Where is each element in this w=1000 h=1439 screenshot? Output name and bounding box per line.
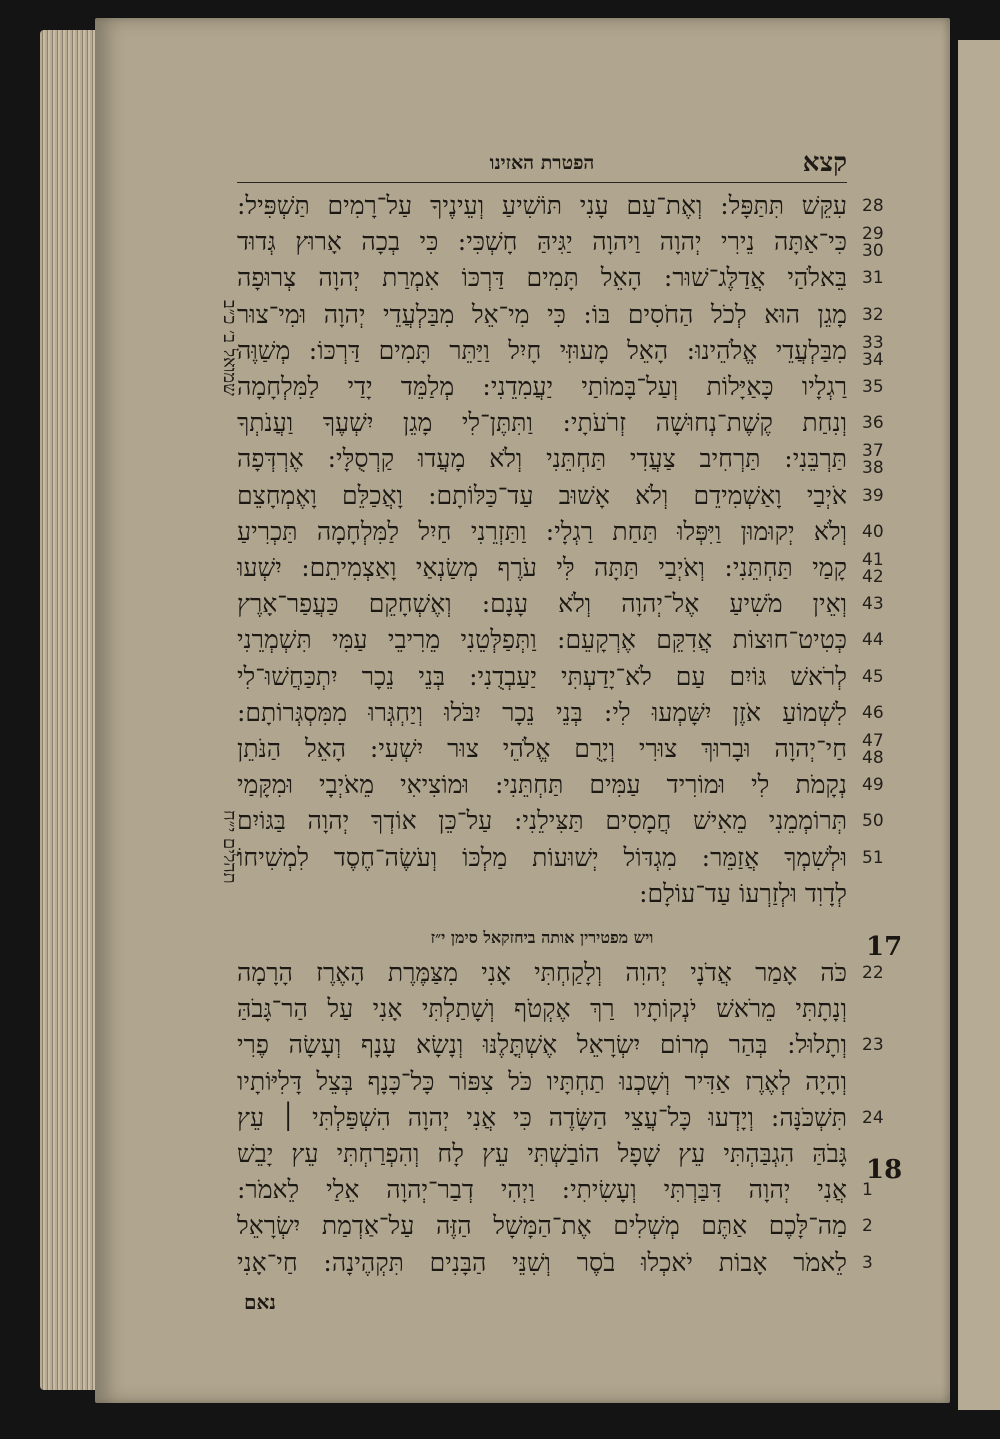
verse-number: 43 xyxy=(862,594,884,615)
verse-number: 45 xyxy=(862,666,884,687)
text-line: בֵּאלֹהַי אֲדַלֶּג־שׁוּר: הָאֵל תָּמִים דַּרְכּוֹ אִמְרַת יְהוָה צְרוּפָה xyxy=(237,263,847,293)
text-line: אֲנִי יְהוָה דִּבַּרְתִּי וְעָשִׂיתִי: וַיְהִי דְבַר־יְהוָה אֵלַי לֵאמֹר: xyxy=(237,1175,847,1205)
verse-numbers xyxy=(862,304,912,325)
verse-number: 41 xyxy=(862,550,884,570)
book-page-edges xyxy=(40,30,100,1390)
verse-numbers xyxy=(862,596,912,613)
verse-number: 30 xyxy=(862,241,884,262)
margin-reference-2: תהלים י״ח xyxy=(219,810,240,884)
text-line: כְּטִיט־חוּצוֹת אֲדִקֵּם אֶרְקָעֵם: וַתְּפַלְּטֵנִי מֵרִיבֵי עַמִּי תִּשְׁמְרֵנִי xyxy=(237,625,847,655)
verse-numbers xyxy=(862,521,912,542)
text-line: רַגְלָיו כָּאַיָּלוֹת וְעַל־בָּמוֹתַי יַעֲמִדֵנִי: מְלַמֵּד יָדַי לַמִּלְחָמָה xyxy=(237,372,847,401)
verse-number: 40 xyxy=(862,521,884,542)
verse-number: 48 xyxy=(862,748,884,768)
text-line: אֹיְבַי וָאַשְׁמִידֵם וְלֹא אָשׁוּב עַד־כַּלּוֹתָם: וָאֲכַלֵּם וָאֶמְחָצֵם xyxy=(237,480,847,510)
text-line: לְרֹאשׁ גּוֹיִם עַם לֹא־יָדַעְתִּי יַעַבְדֻנִי: בְּנֵי נֵכָר יִתְכַּחֲשׁוּ־לִי xyxy=(237,661,847,691)
text-line: תַּרְבֵּנִי: תַּרְחִיב צַעֲדִי תַּחְתֵּנִי וְלֹא מָעֲדוּ קַרְסֻלָּי: אֶרְדְּפָה xyxy=(237,444,847,474)
verse-number: 46 xyxy=(862,702,884,723)
verse-number: 35 xyxy=(862,377,884,397)
text-line: וְאֵין מֹשִׁיעַ אֶל־יְהוָה וְלֹא עָנָם: וְאֶשְׁחָקֵם כַּעֲפַר־אָרֶץ xyxy=(237,589,847,619)
verse-numbers xyxy=(862,777,912,794)
verse-numbers xyxy=(862,733,912,767)
verse-number: 51 xyxy=(862,847,884,868)
text-line: מָגֵן הוּא לְכֹל הַחֹסִים בּוֹ: כִּי מִי־אֵל מִבַּלְעֲדֵי יְהוָה וּמִי־צוּר xyxy=(237,299,847,329)
verse-numbers xyxy=(862,443,912,477)
verse-number: 1 xyxy=(862,1180,873,1201)
verse-numbers xyxy=(862,485,912,506)
haftarah-note: ויש מפטירין אותה ביחזקאל סימן י״ז xyxy=(430,928,654,947)
text-line: נְקָמֹת לִי וּמוֹרִיד עַמִּים תַּחְתֵּנִי: וּמוֹצִיאִי מֵאֹיְבָי וּמִקָּמַי xyxy=(237,770,847,800)
text-line: כִּי־אַתָּה נֵירִי יְהוָה וַיהוָה יַגִּיהַּ חָשְׁכִּי: כִּי בְכָה אָרוּץ גְּדוּד xyxy=(237,227,847,257)
margin-reference-1: שמואל ב׳ כ״ב xyxy=(219,300,240,396)
verse-numbers xyxy=(862,666,912,687)
text-line: לֵאמֹר אָבוֹת יֹאכְלוּ בֹסֶר וְשִׁנֵּי הַבָּנִים תִּקְהֶינָה: חַי־אָנִי xyxy=(237,1247,847,1277)
text-line: וְנָתָתִּי מֵרֹאשׁ יֹנְקוֹתָיו רַךְ אֶקְטֹף וְשָׁתַלְתִּי אָנִי עַל הַר־גָּבֹהַּ xyxy=(237,994,847,1024)
page-number: קצא xyxy=(802,148,847,178)
verse-numbers xyxy=(862,965,912,982)
verse-number: 39 xyxy=(862,485,884,506)
text-line: תִּשְׁכֹּנָּה: וְיָדְעוּ כָּל־עֲצֵי הַשָּׂדֶה כִּי אֲנִי יְהוָה הִשְׁפַּלְתִּי ׀ עֵץ xyxy=(237,1102,847,1132)
text-line: וְתָלוּל: בְּהַר מְרוֹם יִשְׂרָאֵל אֶשְׁתֳּלֶנּוּ וְנָשָׂא עָנָף וְעָשָׂה פֶרִי xyxy=(237,1030,847,1060)
text-line: חַי־יְהוָה וּבָרוּךְ צוּרִי וְיָרֻם אֱלֹהֵי צוּר יִשְׁעִי: הָאֵל הַנֹּתֵן xyxy=(237,734,847,763)
text-line: וְהָיָה לְאֶרֶז אַדִּיר וְשָׁכְנוּ תַחְתָּיו כֹּל צִפּוֹר כָּל־כָּנָף בְּצֵל דָּלִיּוֹתָיו xyxy=(237,1066,847,1096)
text-line: וְנִחַת קֶשֶׁת־נְחוּשָׁה זְרֹעֹתָי: וַתִּתֶּן־לִי מָגֵן יִשְׁעֶךָ וַעֲנֹתְךָ xyxy=(237,408,847,438)
verse-number: 32 xyxy=(862,304,884,325)
text-line: וּלְשִׁמְךָ אֲזַמֵּר: מִגְדּוֹל יְשׁוּעוֹת מַלְכּוֹ וְעֹשֶׂה־חֶסֶד לִמְשִׁיחוֹ xyxy=(237,842,847,872)
verse-numbers xyxy=(862,1218,912,1235)
text-line: גָּבֹהַּ הִגְבַּהְתִּי עֵץ שָׁפָל הוֹבַשְׁתִּי עֵץ לָח וְהִפְרַחְתִּי עֵץ יָבֵשׁ xyxy=(237,1139,847,1168)
verse-number: 3 xyxy=(862,1252,873,1273)
verse-number: 49 xyxy=(862,775,884,796)
verse-numbers xyxy=(862,813,912,830)
verse-numbers xyxy=(862,702,912,723)
text-line: קָמַי תַּחְתֵּנִי: וְאֹיְבַי תַּתָּה לִּי עֹרֶף מְשַׂנְאַי וָאַצְמִיתֵם: יִשְׁעוּ xyxy=(237,553,847,582)
verse-numbers xyxy=(862,632,912,649)
text-line: תְּרוֹמְמֵנִי מֵאִישׁ חֲמָסִים תַּצִּילֵנִי: עַל־כֵּן אוֹדְךָ יְהוָה בַּגּוֹיִם xyxy=(237,806,847,836)
verse-number: 37 xyxy=(862,441,884,462)
text-line: וְלֹא יְקוּמוּן וַיִּפְּלוּ תַּחַת רַגְלָי: וַתַּזְרֵנִי חַיִל לַמִּלְחָמָה תַּכְרִיעַ xyxy=(237,516,847,546)
chapter-number-17: 17 xyxy=(866,932,903,962)
verse-numbers xyxy=(862,379,912,396)
verse-number: 23 xyxy=(862,1035,884,1056)
verse-number: 29 xyxy=(862,224,884,245)
verse-numbers xyxy=(862,1252,912,1273)
text-line: מַה־לָּכֶם אַתֶּם מְשְׁלִים אֶת־הַמָּשָׁל הַזֶּה עַל־אַדְמַת יִשְׂרָאֵל xyxy=(237,1211,847,1241)
text-line: עִקֵּשׁ תִּתַּפָּל: וְאֶת־עַם עָנִי תּוֹשִׁיעַ וְעֵינֶיךָ עַל־רָמִים תַּשְׁפִּיל: xyxy=(237,191,847,220)
verse-number: 36 xyxy=(862,413,884,434)
text-line: כֹּה אָמַר אֲדֹנָי יְהוִה וְלָקַחְתִּי אָנִי מִצַּמֶּרֶת הָאֶרֶז הָרָמָה xyxy=(237,958,847,987)
verse-numbers xyxy=(862,415,912,432)
text-line: לִשְׁמוֹעַ אֹזֶן יִשָּׁמְעוּ לִי: בְּנֵי נֵכָר יִבֹּלוּ וְיַחְגְּרוּ מִמִּסְגְּרוֹתָם: xyxy=(237,697,847,727)
verse-numbers xyxy=(862,332,912,370)
page-header xyxy=(237,148,847,183)
verse-number: 31 xyxy=(862,268,884,289)
text-line: לְדָוִד וּלְזַרְעוֹ עַד־עוֹלָם: xyxy=(639,878,847,908)
chapter-number-18: 18 xyxy=(866,1155,903,1185)
verse-numbers xyxy=(862,270,912,287)
verse-number: 24 xyxy=(862,1107,884,1128)
verse-number: 33 xyxy=(862,332,884,353)
verse-number: 47 xyxy=(862,731,884,751)
verse-numbers xyxy=(862,1037,912,1054)
catchword: נאם xyxy=(244,1290,276,1314)
verse-number: 2 xyxy=(862,1216,873,1237)
verse-numbers xyxy=(862,552,912,586)
verse-number: 50 xyxy=(862,811,884,832)
verse-number: 42 xyxy=(862,567,884,587)
verse-number: 38 xyxy=(862,458,884,479)
verse-number: 44 xyxy=(862,630,884,651)
verse-number: 28 xyxy=(862,196,884,216)
verse-number: 22 xyxy=(862,963,884,983)
running-title: הפטרת האזינו xyxy=(489,152,595,174)
verse-numbers xyxy=(862,1107,912,1128)
verse-number: 34 xyxy=(862,349,884,370)
verse-numbers xyxy=(862,198,912,215)
verse-numbers xyxy=(862,226,912,260)
text-line: מִבַּלְעֲדֵי אֱלֹהֵינוּ: הָאֵל מָעוּזִּי חָיִל וַיַּתֵּר תָּמִים דַּרְכּוֹ: מְשַׁוֶּה xyxy=(237,335,847,365)
verse-numbers xyxy=(862,847,912,868)
facing-page-edge xyxy=(958,40,1000,1410)
